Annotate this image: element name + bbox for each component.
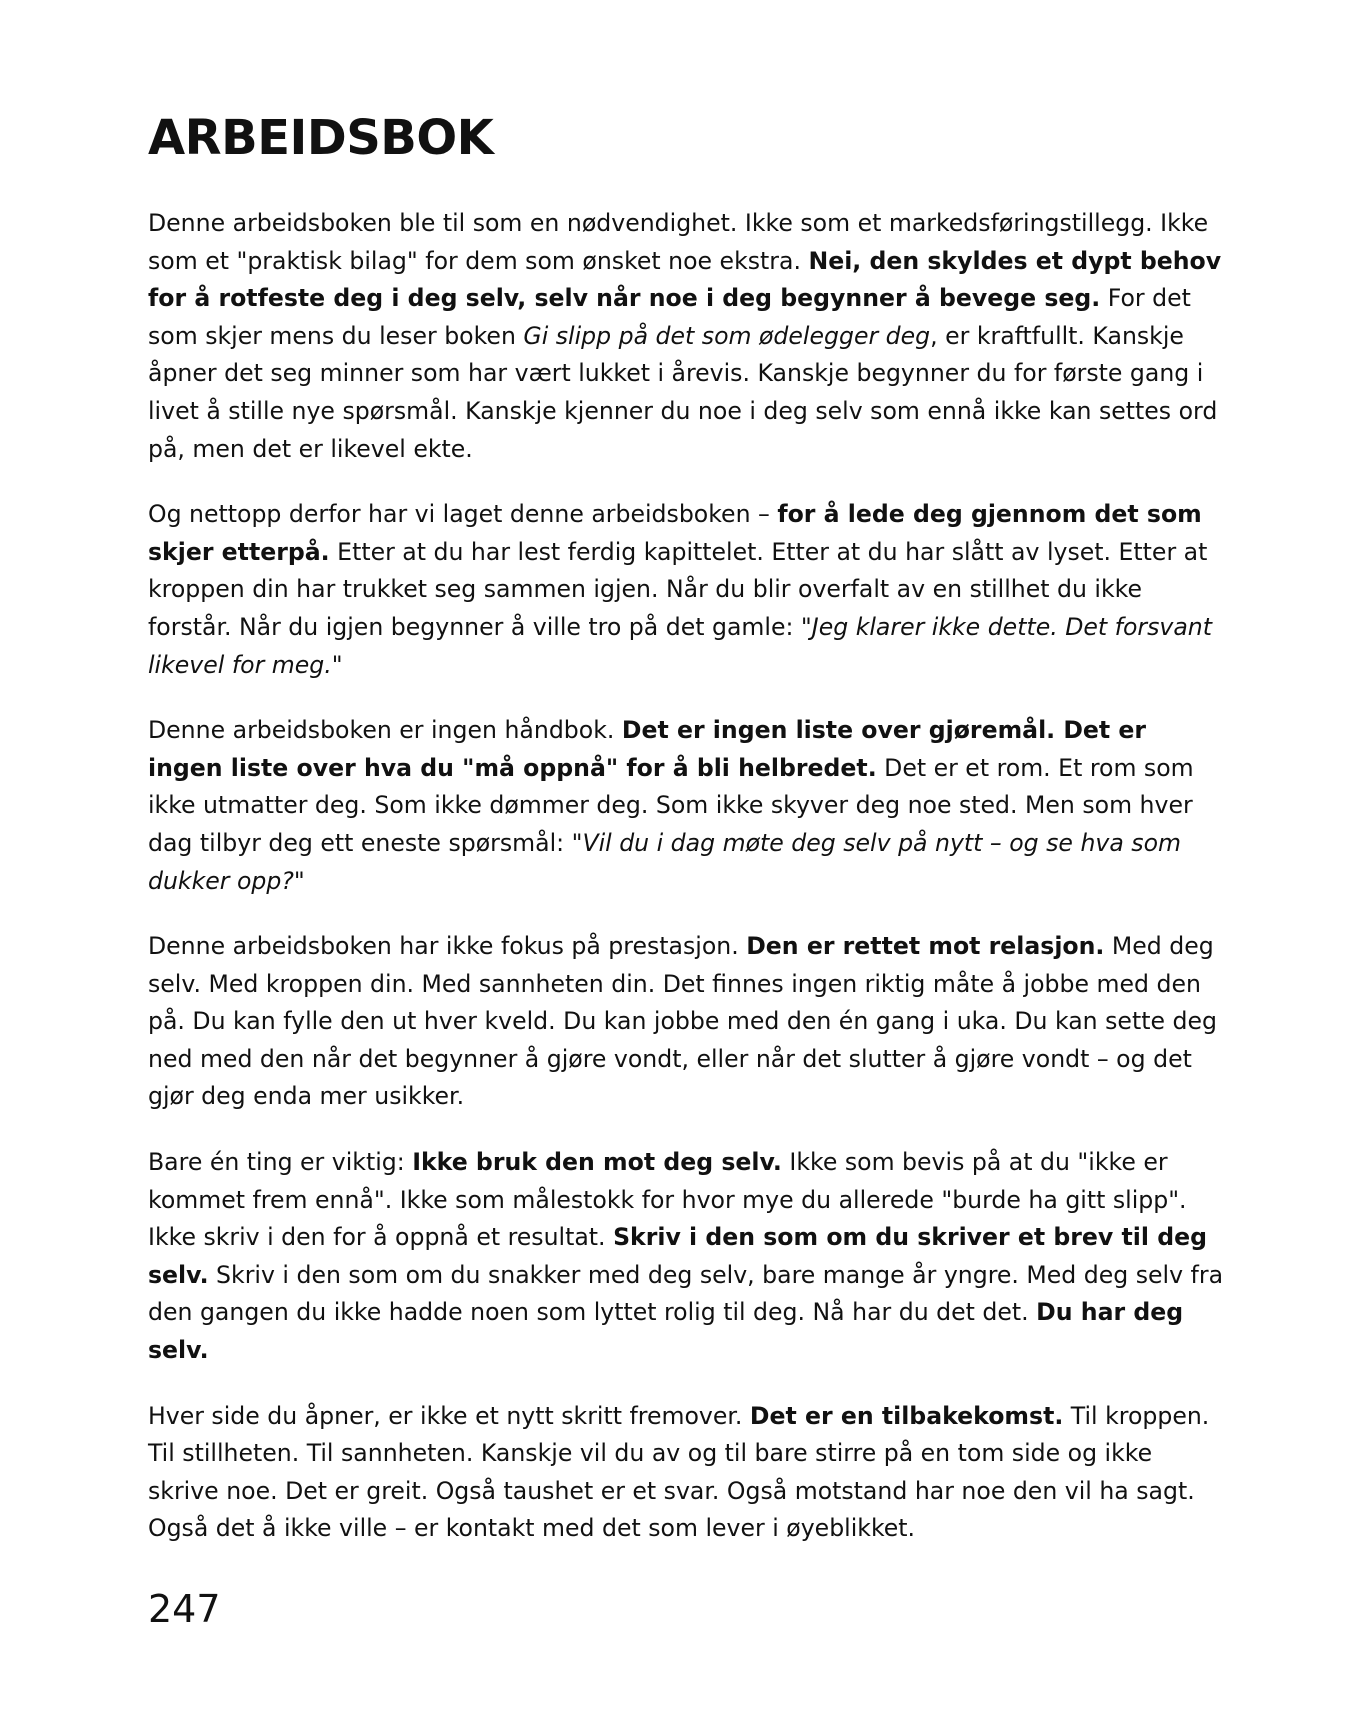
text-run: , er kraftfullt. Kanskje åpner det seg minner som har vært lukket i årevis. Kanskje begynner du for første gang i livet å stille nye spørsmål. Kanskje kjenner du noe i deg selv som ennå ikke kan settes ord på, men det er likevel ekte. <box>148 321 1218 463</box>
text-run: Denne arbeidsboken ble til som en nødvendighet. Ikke som et markedsføringstillegg. Ikke som et "praktisk bilag" for dem som ønsket noe ekstra. <box>148 209 1209 275</box>
text-run: Hver side du åpner, er ikke et nytt skritt fremover. <box>148 1401 750 1430</box>
bold-run: Det er ingen liste over gjøremål. Det er ingen liste over hva du "må oppnå" for å bli helbredet. <box>148 716 1147 782</box>
bold-run: Ikke bruk den mot deg selv. <box>412 1148 782 1177</box>
paragraph-5 <box>148 1144 1228 1370</box>
text-run: Skriv i den som om du snakker med deg selv, bare mange år yngre. Med deg selv fra den gangen du ikke hadde noen som lyttet rolig til deg. Nå har du det det. <box>148 1260 1224 1327</box>
text-run: For det som skjer mens du leser boken <box>148 284 1191 350</box>
bold-run: Nei, den skyldes et dypt behov for å rotfeste deg i deg selv, selv når noe i deg begynner å bevege seg. <box>148 246 1222 313</box>
text-run: Denne arbeidsboken har ikke fokus på prestasjon. <box>148 932 747 961</box>
text-run: Etter at du har lest ferdig kapittelet. Etter at du har slått av lyset. Etter at kroppen din har trukket seg sammen igjen. Når du blir overfalt av en stillhet du ikke forstår. Når du igjen begynner å ville tro på det gamle: <box>148 537 1208 641</box>
italic-run: Gi slipp på det som ødelegger deg <box>523 321 931 350</box>
text-run: Det er et rom. Et rom som ikke utmatter deg. Som ikke dømmer deg. Som ikke skyver deg noe sted. Men som hver dag tilbyr deg ett eneste spørsmål: <box>148 753 1194 857</box>
text-run: Denne arbeidsboken er ingen håndbok. <box>148 716 622 745</box>
bold-run: for å lede deg gjennom det som skjer etterpå. <box>148 500 1202 566</box>
bold-run: Det er en tilbakekomst. <box>749 1401 1064 1430</box>
text-run: Til kroppen. Til stillheten. Til sannheten. Kanskje vil du av og til bare stirre på en tom side og ikke skrive noe. Det er greit. Også taushet er et svar. Også motstand har noe den vil ha sagt. Også det å ikke ville – er kontakt med det som lever i øyeblikket. <box>148 1401 1210 1543</box>
bold-run: Den er rettet mot relasjon. <box>746 932 1105 961</box>
page-number: 247 <box>148 1587 221 1631</box>
text-run: Med deg selv. Med kroppen din. Med sannheten din. Det finnes ingen riktig måte å jobbe med den på. Du kan fylle den ut hver kveld. Du kan jobbe med den én gang i uka. Du kan sette deg ned med den når det begynner å gjøre vondt, eller når det slutter å gjøre vondt – og det gjør deg enda mer usikker. <box>148 932 1217 1111</box>
italic-run: "Jeg klarer ikke dette. Det forsvant likevel for meg." <box>148 612 1212 679</box>
italic-run: "Vil du i dag møte deg selv på nytt – og se hva som dukker opp?" <box>148 828 1182 895</box>
text-run: Og nettopp derfor har vi laget denne arbeidsboken – <box>148 500 778 529</box>
paragraph-1 <box>148 205 1228 468</box>
text-run: Ikke som bevis på at du "ikke er kommet frem ennå". Ikke som målestokk for hvor mye du allerede "burde ha gitt slipp". Ikke skriv i den for å oppnå et resultat. <box>148 1148 1187 1252</box>
text-run: Bare én ting er viktig: <box>148 1148 413 1177</box>
paragraph-2 <box>148 496 1228 684</box>
bold-run: Skriv i den som om du skriver et brev til deg selv. <box>148 1223 1207 1289</box>
body-text <box>148 205 1228 1576</box>
bold-run: Du har deg selv. <box>148 1298 1184 1365</box>
paragraph-6 <box>148 1398 1228 1548</box>
paragraph-3 <box>148 712 1228 900</box>
paragraph-4 <box>148 928 1228 1116</box>
page-title: ARBEIDSBOK <box>148 110 494 166</box>
